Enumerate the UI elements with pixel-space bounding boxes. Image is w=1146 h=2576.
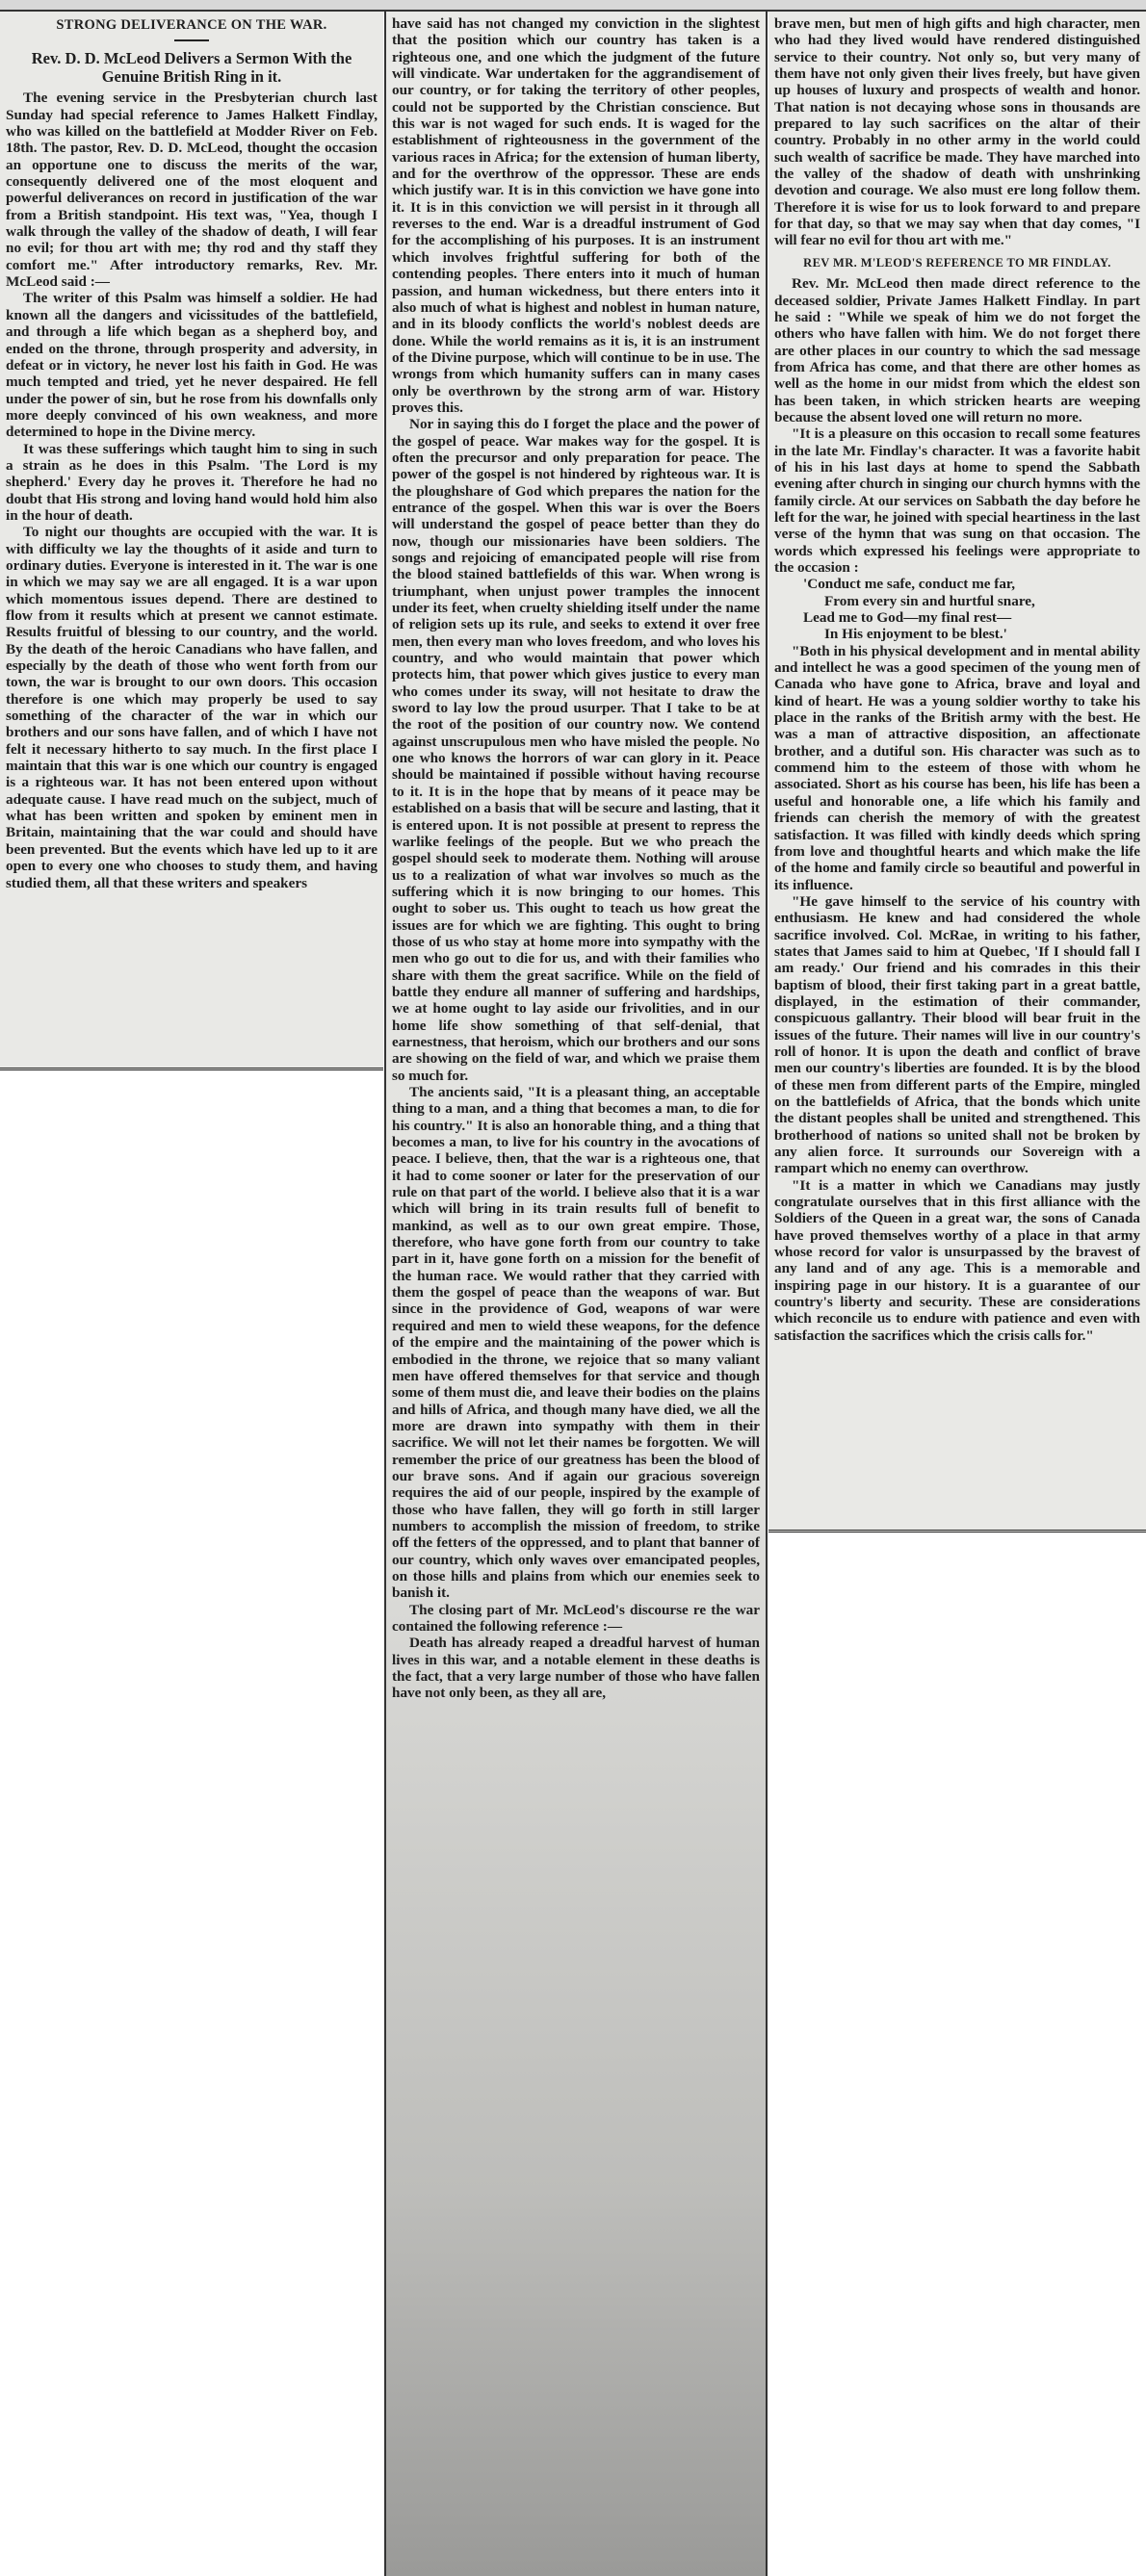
article-subheadline: Rev. D. D. McLeod Delivers a Sermon With the Genuine British Ring in it. — [31, 49, 352, 87]
paragraph: brave men, but men of high gifts and high character, men who had they lived would have rendered distinguished service to their country. Not only so, but very many of them have not only given their lives freely, but have given up houses of luxury and prospects of wealth and honor. That nation is not decaying whose sons in thousands are prepared to lay such sacrifices on the altar of their country. Probably in no other army in the world could such wealth of sacrifice be made. They have marched into the valley of the shadow of death with unshrinking devotion and courage. We also must ere long follow them. Therefore it is wise for us to look forward to and prepare for that day, so that we may say when that day comes, "I will fear no evil for thou art with me." — [774, 15, 1140, 249]
column-3 — [768, 12, 1146, 1533]
hymn-line: Lead me to God—my final rest— — [803, 609, 1012, 627]
paragraph: Death has already reaped a dreadful harvest of human lives in this war, and a notable element in these deaths is the fact, that a very large number of those who have fallen have not only been, as they all are, — [392, 1635, 760, 1702]
paragraph: have said has not changed my conviction in the slightest that the position which our country has taken is a righteous one, and one which the judgment of the future will vindicate. War undertaken for the aggrandisement of our country, or for taking the territory of other peoples, could not be supported by the Christian conscience. But this war is not waged for such ends. It is waged for the establishment of righteousness in the government of the various races in Africa; for the extension of human liberty, and for the overthrow of the oppressor. These are ends which justify war. It is in this conviction we have gone into it. It is in this conviction we will persist in it through all reverses to the end. War is a dreadful instrument of God for the accomplishing of his purposes. It is an instrument which involves frightful suffering for both of the contending peoples. There enters into it much of human passion, and human wickedness, but there enters into it also much of what is highest and noblest in human nature, and in its bloody conflicts the world's noblest deeds are done. While the world remains as it is, it is an instrument of the Divine purpose, which will continue to be in use. The wrongs from which humanity suffers can in many cases only be overthrown by the strong arm of war. History proves this. — [392, 15, 760, 416]
hymn-line: From every sin and hurtful snare, — [824, 592, 1035, 609]
paragraph: To night our thoughts are occupied with the war. It is with difficulty we lay the thoughts of it aside and turn to ordinary duties. Everyone is interested in it. The war is one in which we may say we are all engaged. It is a war upon which momentous issues depend. There are destined to flow from it results which at present we cannot estimate. Results fruitful of blessing to our country, and the world. By the death of the heroic Canadians who have fallen, and especially by the death of those who went forth from our town, the war is brought to our own doors. This occasion therefore is one which may properly be used to say something of the character of the war in which our brothers and our sons have fallen, and of which I have not felt it necessary hitherto to say much. In the first place I maintain that this war is one which our country is engaged is a righteous war. It has not been entered upon without adequate cause. I have read much on the subject, much of what has been written and spoken by eminent men in Britain, maintaining that the war could and should have been prevented. But the events which have led up to it are open to every one who chooses to study them, and having studied them, all that these writers and speakers — [6, 524, 378, 891]
paragraph: "It is a pleasure on this occasion to recall some features in the late Mr. Findlay's character. It was a favorite habit of his in his last days at home to spend the Sabbath evening after church in singing our church hymns with the family circle. At our services on Sabbath the day before he left for the war, he joined with special heartiness in the last verse of the hymn that was sung on that occasion. The words which expressed his feelings were appropriate to the occasion : — [774, 425, 1140, 576]
paragraph: Nor in saying this do I forget the place and the power of the gospel of peace. War makes way for the gospel. It is often the precursor and only preparation for peace. The power of the gospel is not hindered by righteous war. It is the ploughshare of God which prepares the nation for the entrance of the gospel. When this war is over the Boers will understand the gospel of peace better than they do now, though our missionaries have been soldiers. The songs and rejoicing of emancipated people will rise from the blood stained battlefields of this war. When wrong is triumphant, when unjust power tramples the innocent under its feet, when cruelty shielding itself under the name of religion sets up its rule, and seeks to extend it over free men, then every man who loves freedom, and who loves his country, and who would maintain that power which protects him, that power which gives justice to every man who comes under its sway, will not hesitate to draw the sword to lay low the proud usurper. That I take to be at the root of the position of our country now. We contend against unscrupulous men who have misled the people. No one who knows the horrors of war can glory in it. Peace should be maintained if possible without having recourse to it. It is in the hope that by means of it peace may be established on a basis that will be secure and lasting, that it is entered upon. It is not possible at present to repress the warlike feelings of the people. But we who preach the gospel should seek to moderate them. Nothing will arouse us to a realization of what war involves so much as the suffering which it is now bringing to our homes. This ought to sober us. This ought to teach us how great the issues are for which we are fighting. This ought to bring those of us who stay at home more into sympathy with the men who go out to die for us, and with their families who share with them the great sacrifice. While on the field of battle they endure all manner of suffering and hardships, we at home ought to lay aside our frivolities, and in our home life show something of that self-denial, that earnestness, that heroism, which our brothers and our sons are showing on the field of war, and which we praise them so much for. — [392, 416, 760, 1084]
column-1 — [0, 12, 383, 1070]
paragraph: The evening service in the Presbyterian church last Sunday had special reference to James Halkett Findlay, who was killed on the battlefield at Modder River on Feb. 18th. The pastor, Rev. D. D. McLeod, thought the occasion an opportune one to discuss the merits of the war, consequently delivered one of the most eloquent and powerful deliverances on record in justification of the war from a British standpoint. His text was, "Yea, though I walk through the valley of the shadow of death, I will fear no evil; for thou art with me; thy rod and thy staff they comfort me." After introductory remarks, Rev. Mr. McLeod said :— — [6, 90, 378, 291]
divider — [174, 39, 209, 41]
section-subheading: REV MR. M'LEOD'S REFERENCE TO MR FINDLAY. — [803, 255, 1111, 270]
article-headline: STRONG DELIVERANCE ON THE WAR. — [56, 17, 327, 33]
column-2 — [384, 12, 768, 2576]
hymn-line: In His enjoyment to be blest.' — [824, 626, 1007, 643]
paragraph: Rev. Mr. McLeod then made direct reference to the deceased soldier, Private James Halkett Findlay. In part he said : "While we speak of him we do not forget the others who have fallen with him. We do not forget there are other places in our country to which the sad message from Africa has come, and that there are other homes as well as the home in our midst from which the eldest son has been taken, in which stricken hearts are weeping because the absent loved one will return no more. — [774, 275, 1140, 425]
paragraph: It was these sufferings which taught him to sing in such a strain as he does in this Psalm. 'The Lord is my shepherd.' Every day he proves it. Therefore he had no doubt that His strong and loving hand would hold him also in the hour of death. — [6, 440, 378, 524]
top-rule — [0, 0, 1146, 12]
paragraph: "He gave himself to the service of his country with enthusiasm. He knew and had considered the whole sacrifice involved. Col. McRae, in writing to his father, states that James said to him at Quebec, 'If I should fall I am ready.' Our friend and his comrades in this their baptism of blood, their first taking part in a great battle, displayed, in the estimation of their commander, conspicuous gallantry. Their blood will bear fruit in the issues of the future. Their names will live in our country's roll of honor. It is upon the death and conflict of brave men our country's liberties are founded. It is by the blood of these men from different parts of the Empire, mingled on the battlefields of Africa, that the bonds which unite the distant peoples shall be united and strengthened. This brotherhood of nations so united shall not be broken by any alien force. It surrounds our Sovereign with a rampart which no enemy can overthrow. — [774, 892, 1140, 1177]
paragraph: "Both in his physical development and in mental ability and intellect he was a good specimen of the young men of Canada who have gone to Africa, brave and loyal and kind of heart. He was a young soldier worthy to take his place in the ranks of the British army with the best. He was a man of attractive disposition, an affectionate brother, and a dutiful son. His character was such as to commend him to the esteem of those with whom he associated. Short as his course has been, his life has been a useful and honorable one, a life which his family and friends can cherish the memory of with the greatest satisfaction. It was filled with kindly deeds which spring from love and thoughtful hearts and which make the life of the home and family circle so beautiful and powerful in its influence. — [774, 642, 1140, 893]
paragraph: "It is a matter in which we Canadians may justly congratulate ourselves that in this first alliance with the Soldiers of the Queen in a great war, the sons of Canada have proved themselves worthy of a place in that army whose record for valor is unsurpassed by the bravest of any land and of any age. This is a memorable and inspiring page in our history. It is a guarantee of our country's liberty and security. These are considerations which reconcile us to endure with patience and even with satisfaction the sacrifices which the crisis calls for." — [774, 1176, 1140, 1344]
hymn-line: 'Conduct me safe, conduct me far, — [803, 576, 1016, 593]
paragraph: The writer of this Psalm was himself a soldier. He had known all the dangers and vicissitudes of the battlefield, and through a life which began as a shepherd boy, and ended on the throne, through prosperity and adversity, in defeat or in victory, he never lost his faith in God. He was much tempted and tried, yet he never despaired. He fell under the power of sin, but he rose from his downfalls only more deeply convinced of his own weakness, and more determined to hope in the Divine mercy. — [6, 290, 378, 441]
paragraph: The closing part of Mr. McLeod's discourse re the war contained the following reference :— — [392, 1601, 760, 1635]
paragraph: The ancients said, "It is a pleasant thing, an acceptable thing to a man, and a thing that becomes a man, to die for his country." It is also an honorable thing, and a thing that becomes a man, to live for his country in the avocations of peace. I believe, then, that the war is a righteous one, that it had to come sooner or later for the preservation of our rule on that part of the world. I believe also that it is a war which will bring in its train results full of benefit to mankind, as well as to our own great empire. Those, therefore, who have gone forth from our country to take part in it, have gone forth on a mission for the benefit of the human race. We would rather that they carried with them the gospel of peace than the weapons of war. But since in the providence of God, weapons of war were required and men to wield these weapons, for the defence of the empire and the maintaining of the power which is embodied in the throne, we rejoice that so many valiant men have offered themselves for that service and though some of them must die, and leave their bodies on the plains and hills of Africa, and though many have died, we all the more are drawn into sympathy with them in their sacrifice. We will not let their names be forgotten. We will remember the price of our greatness has been the blood of our brave sons. And if again our gracious sovereign requires the aid of our people, inspired by the example of those who have fallen, they will go forth in still larger numbers to accomplish the mission of freedom, to strike off the fetters of the oppressed, and to plant that banner of our country, which only waves over emancipated peoples, on those hills and plains from which our enemies seek to banish it. — [392, 1084, 760, 1602]
